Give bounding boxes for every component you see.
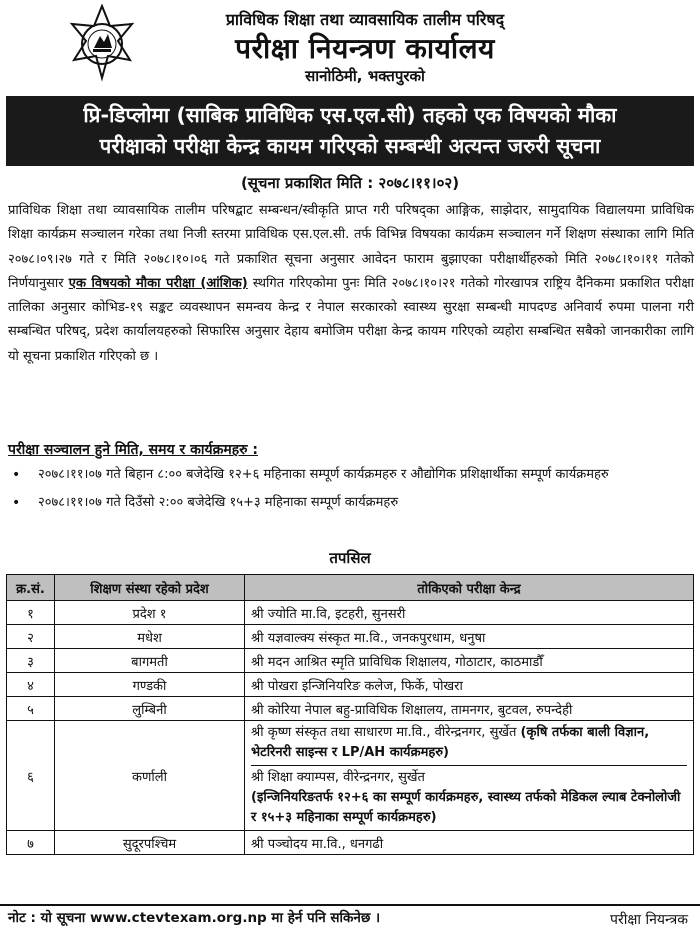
row-centre-multi <box>245 721 694 831</box>
row-sn: १ <box>7 601 55 625</box>
col-header-sn: क्र.सं. <box>7 575 55 601</box>
table-header-row <box>7 575 694 601</box>
row-province: लुम्बिनी <box>55 697 245 721</box>
row-province: बागमती <box>55 649 245 673</box>
row-centre: श्री पोखरा इन्जिनियरिङ कलेज, फिर्के, पोखरा <box>245 673 694 697</box>
signature: परीक्षा नियन्त्रक <box>610 912 688 928</box>
centre-block-b <box>251 765 687 830</box>
row-province: प्रदेश १ <box>55 601 245 625</box>
office-location: सानोठिमी, भक्तपुरको <box>305 67 425 85</box>
row-sn: ३ <box>7 649 55 673</box>
notice-body <box>8 199 694 369</box>
programs-list <box>8 464 694 514</box>
row-sn: ५ <box>7 697 55 721</box>
col-header-province: शिक्षण संस्था रहेको प्रदेश <box>55 575 245 601</box>
row-province: सुदूरपश्चिम <box>55 831 245 855</box>
notice-title-line-2: परीक्षाको परीक्षा केन्द्र कायम गरिएको सम्बन्धी अत्यन्त जरुरी सूचना <box>99 134 601 158</box>
row-sn: ४ <box>7 673 55 697</box>
office-name: परीक्षा नियन्त्रण कार्यालय <box>235 32 495 65</box>
row-centre: श्री मदन आश्रित स्मृति प्राविधिक शिक्षालय, गोठाटार, काठमाडौँ <box>245 649 694 673</box>
programs-heading: परीक्षा सञ्चालन हुने मिति, समय र कार्यक्रमहरु : <box>8 442 258 458</box>
header <box>0 0 700 92</box>
centre-b-programs: (इन्जिनियरिङतर्फ १२+६ का सम्पूर्ण कार्यक्रमहरु, स्वास्थ्य तर्फको मेडिकल ल्याब टेक्नोलोजी र १५+३ महिनाका सम्पूर्ण कार्यक्रमहरु) <box>251 790 681 825</box>
program-item: • २०७८।११।०७ गते बिहान ८:०० बजेदेखि १२+६ महिनाका सम्पूर्ण कार्यक्रमहरु र औद्योगिक प्रशिक्षार्थीका सम्पूर्ण कार्यक्रमहरु <box>8 464 694 486</box>
notice-body-part-2: स्थगित गरिएकोमा पुनः मिति २०७८।१०।२१ गतेको गोरखापत्र राष्ट्रिय दैनिकमा प्रकाशित परीक्षा तालिका अनुसार कोभिड-१९ सङ्कट व्यवस्थापन समन्वय केन्द्र र नेपाल सरकारको स्वास्थ्य सुरक्षा सम्बन्धी मापदण्ड अनिवार्य रुपमा पालना गरी सम्बन्धित परिषद्, प्रदेश कार्यालयहरुको सिफारिस अनुसार देहाय बमोजिम परीक्षा केन्द्र कायम गरिएको व्यहोरा सम्बन्धित सबैको जानकारीका लागि यो सूचना प्रकाशित गरिएको छ । <box>8 275 695 364</box>
annex-title: तपसिल <box>329 549 371 567</box>
footer-divider <box>0 904 700 906</box>
table-row <box>7 649 694 673</box>
row-sn: ७ <box>7 831 55 855</box>
row-sn: ६ <box>7 721 55 831</box>
row-province: गण्डकी <box>55 673 245 697</box>
row-province: कर्णाली <box>55 721 245 831</box>
table-row <box>7 601 694 625</box>
exam-centre-table <box>6 574 694 855</box>
row-centre: श्री यज्ञवाल्क्य संस्कृत मा.वि., जनकपुरधाम, धनुषा <box>245 625 694 649</box>
org-parent-name: प्राविधिक शिक्षा तथा व्यावसायिक तालीम परिषद् <box>225 10 505 29</box>
row-province: मधेश <box>55 625 245 649</box>
table-row <box>7 721 694 831</box>
program-item: • २०७८।११।०७ गते दिउँसो २:०० बजेदेखि १५+३ महिनाका सम्पूर्ण कार्यक्रमहरु <box>8 492 694 514</box>
table-row <box>7 673 694 697</box>
row-sn: २ <box>7 625 55 649</box>
ctevt-logo-icon <box>64 4 140 84</box>
notice-body-part-1: प्राविधिक शिक्षा तथा व्यावसायिक तालीम परिषद्बाट सम्बन्धन/स्वीकृति प्राप्त गरी परिषद्का आङ्गिक, साझेदार, सामुदायिक विद्यालयमा प्राविधिक शिक्षा कार्यक्रम सञ्चालन गरेका तथा निजी स्तरमा प्राविधिक एस.एल.सी. तर्फ विभिन्न विषयका कार्यक्रम सञ्चालन गर्ने शिक्षण संस्थाका लागि मिति २०७८।०९।२७ गते र मिति २०७८।१०।०६ गते प्रकाशित सूचना अनुसार आवेदन फाराम बुझाएका परीक्षार्थीहरुको मिति २०७८।१०।११ गतेको निर्णयानुसार <box>8 203 694 291</box>
row-centre: श्री पञ्चोदय मा.वि., धनगढी <box>245 831 694 855</box>
centre-block-a <box>251 721 687 765</box>
centre-a-programs: (कृषि तर्फका बाली विज्ञान, भेटरिनरी साइन्स र LP/AH कार्यक्रमहरु) <box>251 725 650 760</box>
publication-date: (सूचना प्रकाशित मिति : २०७८।११।०२) <box>240 174 460 192</box>
notice-body-highlight: एक विषयको मौका परीक्षा (आंशिक) <box>68 275 248 291</box>
centre-b-name: श्री शिक्षा क्याम्पस, वीरेन्द्रनगर, सुर्खेत <box>251 770 425 785</box>
table-row <box>7 697 694 721</box>
notice-title-line-1: प्रि-डिप्लोमा (साबिक प्राविधिक एस.एल.सी) तहको एक विषयको मौका <box>83 103 617 127</box>
centre-a-name: श्री कृष्ण संस्कृत तथा साधारण मा.वि., वीरेन्द्रनगर, सुर्खेत <box>251 725 517 740</box>
website-note: नोट : यो सूचना www.ctevtexam.org.np मा हेर्न पनि सकिनेछ । <box>8 910 381 926</box>
col-header-centre: तोकिएको परीक्षा केन्द्र <box>245 575 694 601</box>
table-row <box>7 831 694 855</box>
row-centre: श्री ज्योति मा.वि, इटहरी, सुनसरी <box>245 601 694 625</box>
row-centre: श्री कोरिया नेपाल बहु-प्राविधिक शिक्षालय, तामनगर, बुटवल, रुपन्देही <box>245 697 694 721</box>
notice-title-banner <box>6 96 694 166</box>
table-row <box>7 625 694 649</box>
